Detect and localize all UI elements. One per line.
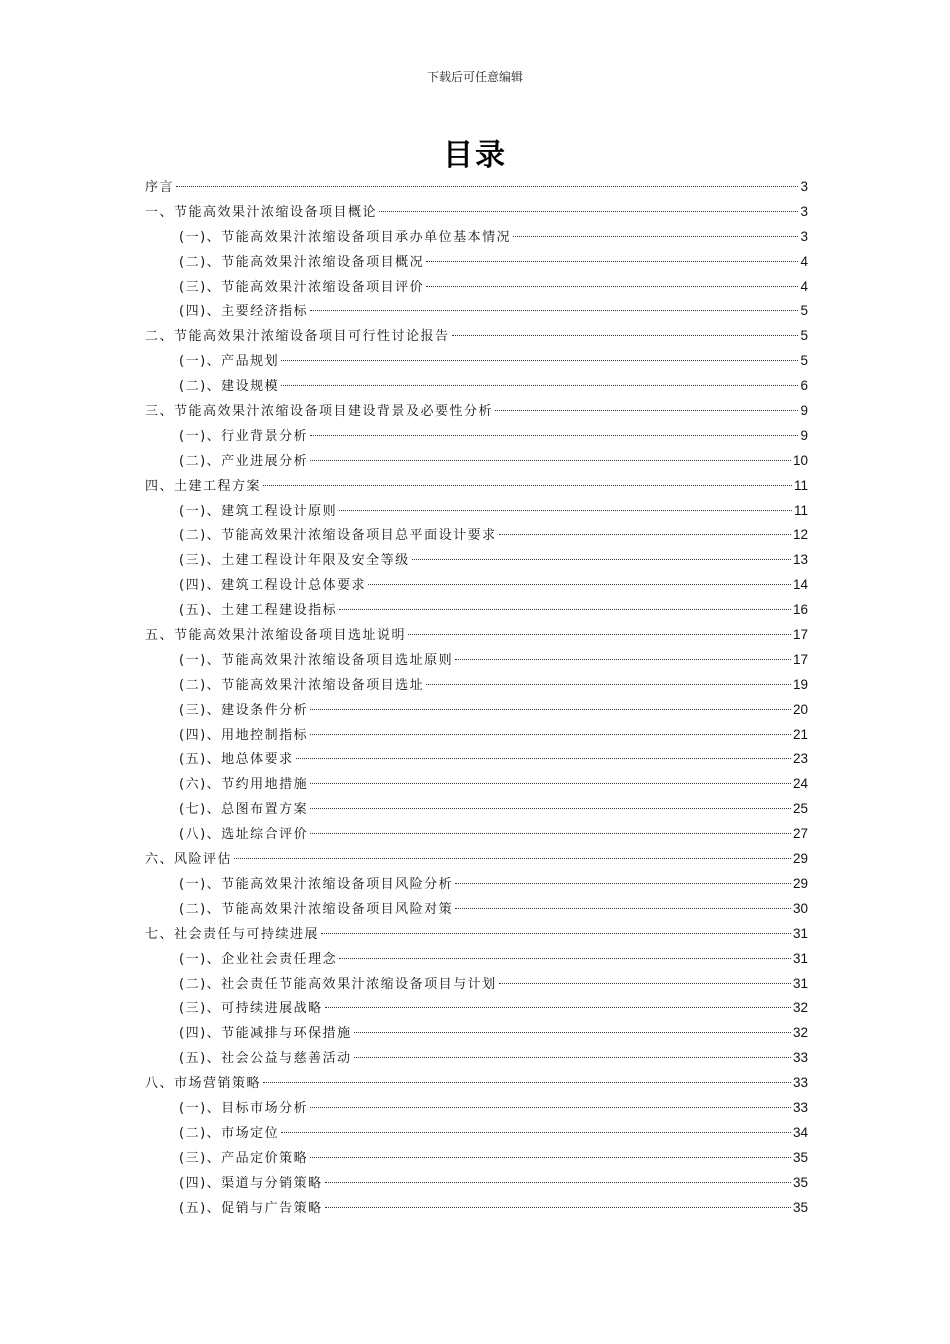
- toc-entry[interactable]: [145, 872, 808, 897]
- toc-entry-label: (七)、总图布置方案: [179, 802, 309, 818]
- toc-entry-label: 三、节能高效果汁浓缩设备项目建设背景及必要性分析: [145, 404, 494, 420]
- toc-entry-label: (六)、节约用地措施: [179, 777, 309, 793]
- toc-entry-label: (四)、主要经济指标: [179, 304, 309, 320]
- toc-dot-leader: [354, 1032, 791, 1033]
- toc-entry-label: (一)、节能高效果汁浓缩设备项目选址原则: [179, 652, 454, 668]
- toc-entry-page-number: 3: [800, 203, 808, 219]
- toc-dot-leader: [325, 1207, 791, 1208]
- toc-entry[interactable]: [145, 797, 808, 822]
- toc-dot-leader: [339, 609, 791, 610]
- toc-entry[interactable]: [145, 747, 808, 772]
- toc-entry[interactable]: [145, 200, 808, 225]
- toc-entry-page-number: 19: [792, 676, 808, 692]
- toc-entry-label: 六、风险评估: [145, 852, 233, 868]
- toc-entry[interactable]: [145, 250, 808, 275]
- toc-entry-page-number: 14: [792, 577, 808, 593]
- toc-entry-label: (八)、选址综合评价: [179, 827, 309, 843]
- toc-dot-leader: [310, 1157, 791, 1158]
- toc-dot-leader: [379, 211, 798, 212]
- toc-entry-page-number: 4: [800, 278, 808, 294]
- toc-entry-label: (五)、社会公益与慈善活动: [179, 1051, 352, 1067]
- toc-entry-page-number: 35: [792, 1199, 808, 1215]
- toc-entry-label: (二)、节能高效果汁浓缩设备项目选址: [179, 677, 425, 693]
- toc-entry-label: (四)、渠道与分销策略: [179, 1175, 323, 1191]
- toc-entry[interactable]: [145, 996, 808, 1021]
- toc-entry-page-number: 29: [792, 851, 808, 867]
- toc-entry-label: (五)、促销与广告策略: [179, 1200, 323, 1216]
- toc-dot-leader: [325, 1007, 791, 1008]
- toc-entry[interactable]: [145, 573, 808, 598]
- toc-entry-label: (一)、节能高效果汁浓缩设备项目风险分析: [179, 876, 454, 892]
- toc-entry[interactable]: [145, 449, 808, 474]
- toc-dot-leader: [339, 510, 792, 511]
- toc-dot-leader: [310, 783, 791, 784]
- toc-entry-label: (二)、节能高效果汁浓缩设备项目概况: [179, 254, 425, 270]
- page-header: 下载后可任意编辑: [426, 70, 523, 84]
- toc-entry-page-number: 33: [792, 1075, 808, 1091]
- toc-dot-leader: [281, 1132, 791, 1133]
- toc-entry[interactable]: [145, 324, 808, 349]
- toc-entry-label: (一)、建筑工程设计原则: [179, 503, 338, 519]
- toc-entry[interactable]: [145, 474, 808, 499]
- toc-dot-leader: [408, 634, 791, 635]
- toc-entry[interactable]: [145, 822, 808, 847]
- toc-entry-label: (二)、建设规模: [179, 379, 280, 395]
- toc-entry-label: (二)、节能高效果汁浓缩设备项目总平面设计要求: [179, 528, 497, 544]
- toc-entry[interactable]: [145, 548, 808, 573]
- toc-entry[interactable]: [145, 673, 808, 698]
- toc-entry-page-number: 35: [792, 1149, 808, 1165]
- toc-entry-page-number: 10: [792, 452, 808, 468]
- toc-dot-leader: [310, 1107, 791, 1108]
- toc-entry-label: (三)、建设条件分析: [179, 702, 309, 718]
- toc-entry[interactable]: [145, 623, 808, 648]
- toc-entry[interactable]: [145, 1071, 808, 1096]
- toc-entry[interactable]: [145, 399, 808, 424]
- toc-entry-page-number: 5: [800, 328, 808, 344]
- toc-dot-leader: [281, 360, 798, 361]
- toc-dot-leader: [296, 758, 791, 759]
- toc-dot-leader: [310, 833, 791, 834]
- toc-entry-page-number: 34: [792, 1124, 808, 1140]
- toc-entry-label: (一)、目标市场分析: [179, 1100, 309, 1116]
- table-of-contents: [145, 175, 808, 1220]
- toc-entry-page-number: 25: [792, 801, 808, 817]
- toc-dot-leader: [499, 983, 791, 984]
- toc-dot-leader: [263, 1082, 791, 1083]
- toc-entry-label: (一)、行业背景分析: [179, 428, 309, 444]
- toc-entry[interactable]: [145, 225, 808, 250]
- toc-entry-label: (五)、土建工程建设指标: [179, 603, 338, 619]
- toc-dot-leader: [455, 908, 791, 909]
- toc-entry-page-number: 33: [792, 1050, 808, 1066]
- toc-entry-page-number: 4: [800, 253, 808, 269]
- toc-dot-leader: [321, 933, 791, 934]
- toc-entry-page-number: 5: [800, 303, 808, 319]
- page-title: 目录: [443, 138, 507, 173]
- toc-entry[interactable]: [145, 349, 808, 374]
- toc-entry-page-number: 30: [792, 900, 808, 916]
- toc-entry-page-number: 11: [793, 502, 808, 518]
- toc-dot-leader: [499, 534, 791, 535]
- toc-dot-leader: [263, 485, 792, 486]
- toc-entry-label: (一)、节能高效果汁浓缩设备项目承办单位基本情况: [179, 229, 512, 245]
- toc-entry[interactable]: [145, 922, 808, 947]
- toc-entry-page-number: 9: [800, 427, 808, 443]
- toc-entry[interactable]: [145, 598, 808, 623]
- toc-dot-leader: [325, 1182, 791, 1183]
- toc-dot-leader: [234, 858, 791, 859]
- toc-entry-page-number: 17: [792, 651, 808, 667]
- toc-entry[interactable]: [145, 374, 808, 399]
- toc-dot-leader: [426, 286, 798, 287]
- toc-entry-page-number: 21: [792, 726, 808, 742]
- toc-dot-leader: [495, 410, 798, 411]
- toc-entry-page-number: 23: [792, 751, 808, 767]
- toc-entry[interactable]: [145, 1146, 808, 1171]
- toc-entry-page-number: 27: [792, 826, 808, 842]
- toc-dot-leader: [310, 808, 791, 809]
- toc-dot-leader: [452, 335, 799, 336]
- toc-entry-page-number: 12: [792, 527, 808, 543]
- toc-entry[interactable]: [145, 499, 808, 524]
- toc-entry-page-number: 24: [792, 776, 808, 792]
- toc-entry-label: 五、节能高效果汁浓缩设备项目选址说明: [145, 628, 407, 644]
- toc-entry-label: 七、社会责任与可持续进展: [145, 926, 320, 942]
- toc-entry-page-number: 16: [792, 602, 808, 618]
- toc-entry[interactable]: [145, 1021, 808, 1046]
- toc-dot-leader: [455, 883, 791, 884]
- toc-entry-page-number: 13: [792, 552, 808, 568]
- toc-entry[interactable]: [145, 424, 808, 449]
- toc-entry-page-number: 32: [792, 1000, 808, 1016]
- toc-entry-label: (三)、节能高效果汁浓缩设备项目评价: [179, 279, 425, 295]
- toc-entry[interactable]: [145, 275, 808, 300]
- toc-dot-leader: [455, 659, 791, 660]
- toc-entry-page-number: 6: [800, 378, 808, 394]
- toc-entry-page-number: 20: [792, 701, 808, 717]
- toc-entry-label: 二、节能高效果汁浓缩设备项目可行性讨论报告: [145, 329, 450, 345]
- toc-entry-page-number: 31: [792, 975, 808, 991]
- toc-entry-label: (三)、可持续进展战略: [179, 1001, 323, 1017]
- toc-dot-leader: [339, 958, 791, 959]
- toc-entry-page-number: 17: [792, 627, 808, 643]
- toc-entry-label: 八、市场营销策略: [145, 1076, 262, 1092]
- toc-entry-page-number: 5: [800, 353, 808, 369]
- toc-entry-page-number: 31: [792, 925, 808, 941]
- toc-entry-page-number: 3: [800, 179, 808, 194]
- toc-dot-leader: [310, 709, 791, 710]
- toc-entry-label: (二)、节能高效果汁浓缩设备项目风险对策: [179, 901, 454, 917]
- toc-entry-label: 四、土建工程方案: [145, 478, 262, 494]
- toc-entry[interactable]: [145, 947, 808, 972]
- toc-dot-leader: [310, 734, 791, 735]
- toc-entry-page-number: 29: [792, 875, 808, 891]
- toc-entry-page-number: 32: [792, 1025, 808, 1041]
- toc-entry[interactable]: [145, 1121, 808, 1146]
- toc-dot-leader: [426, 261, 798, 262]
- toc-dot-leader: [354, 1057, 791, 1058]
- toc-entry-page-number: 11: [793, 477, 808, 493]
- toc-entry[interactable]: [145, 1046, 808, 1071]
- toc-entry-page-number: 3: [800, 228, 808, 244]
- toc-entry-label: (二)、产业进展分析: [179, 453, 309, 469]
- toc-entry[interactable]: [145, 1096, 808, 1121]
- toc-entry-label: (三)、产品定价策略: [179, 1150, 309, 1166]
- toc-entry[interactable]: [145, 723, 808, 748]
- toc-entry-label: (二)、市场定位: [179, 1125, 280, 1141]
- toc-dot-leader: [412, 559, 791, 560]
- toc-entry[interactable]: [145, 523, 808, 548]
- toc-entry[interactable]: [145, 897, 808, 922]
- toc-entry-page-number: 9: [800, 403, 808, 419]
- toc-dot-leader: [310, 460, 791, 461]
- toc-dot-leader: [368, 584, 791, 585]
- toc-dot-leader: [513, 236, 798, 237]
- toc-dot-leader: [281, 385, 798, 386]
- toc-entry-label: (一)、产品规划: [179, 354, 280, 370]
- toc-dot-leader: [426, 684, 791, 685]
- toc-entry[interactable]: [145, 772, 808, 797]
- toc-entry-page-number: 33: [792, 1099, 808, 1115]
- toc-entry-page-number: 35: [792, 1174, 808, 1190]
- toc-entry-page-number: 31: [792, 950, 808, 966]
- toc-entry-label: (一)、企业社会责任理念: [179, 951, 338, 967]
- toc-entry-label: (四)、建筑工程设计总体要求: [179, 578, 367, 594]
- toc-entry-label: (五)、地总体要求: [179, 752, 294, 768]
- toc-entry-label: 一、节能高效果汁浓缩设备项目概论: [145, 204, 378, 220]
- toc-entry-label: (四)、用地控制指标: [179, 727, 309, 743]
- toc-entry[interactable]: [145, 698, 808, 723]
- toc-dot-leader: [310, 435, 798, 436]
- toc-entry[interactable]: [145, 972, 808, 997]
- toc-entry-label: (三)、土建工程设计年限及安全等级: [179, 553, 410, 569]
- toc-dot-leader: [176, 186, 798, 187]
- toc-entry[interactable]: [145, 175, 808, 200]
- toc-entry[interactable]: [145, 648, 808, 673]
- toc-entry-label: (四)、节能减排与环保措施: [179, 1026, 352, 1042]
- toc-entry[interactable]: [145, 1196, 808, 1221]
- toc-entry-label: 序言: [145, 180, 175, 195]
- toc-entry[interactable]: [145, 1171, 808, 1196]
- toc-entry[interactable]: [145, 299, 808, 324]
- toc-entry[interactable]: [145, 847, 808, 872]
- toc-dot-leader: [310, 310, 798, 311]
- toc-entry-label: (二)、社会责任节能高效果汁浓缩设备项目与计划: [179, 976, 497, 992]
